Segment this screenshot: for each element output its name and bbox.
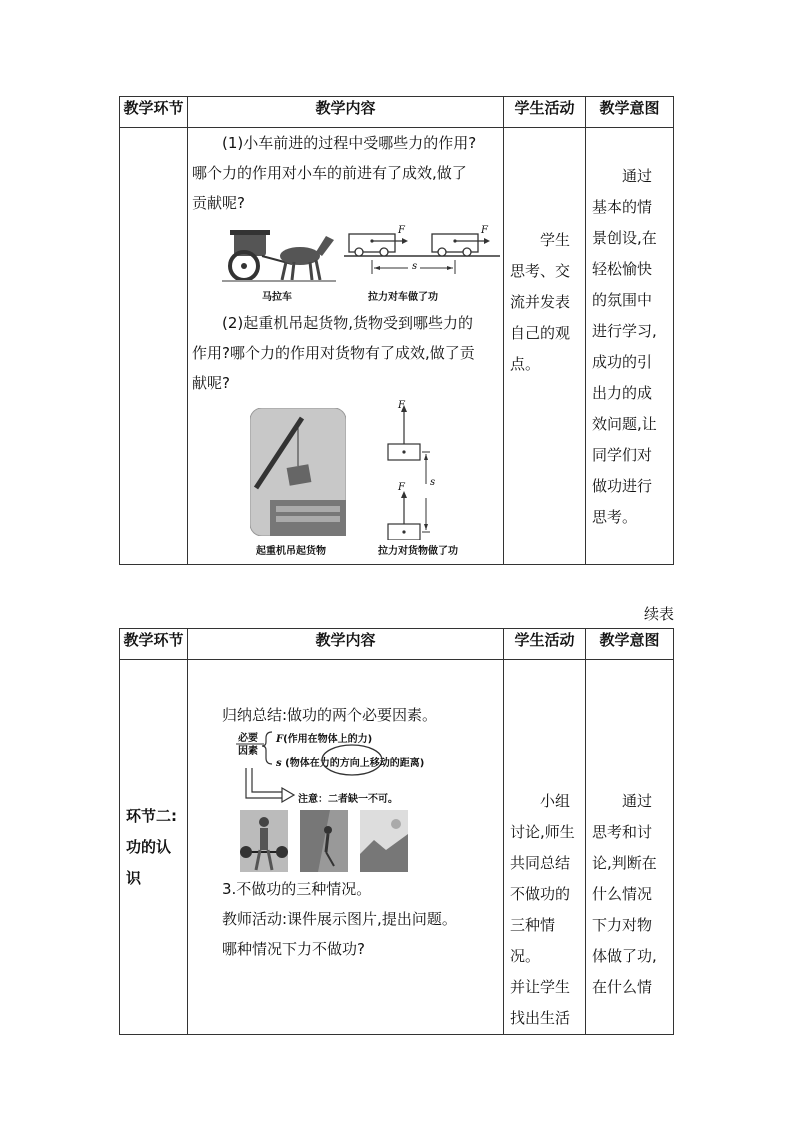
intent-text: 通过 思考和讨 论,判断在 什么情况 下力对物 体做了功, 在什么情: [592, 792, 657, 996]
q1-line-2: 哪个力的作用对小车的前进有了成效,做了: [192, 164, 467, 182]
table-header-row: [120, 629, 674, 660]
intent-text: 通过 基本的情 景创设,在 轻松愉快 的氛围中 进行学习, 成功的引 出力的成 效问题,让 同学们对 做功进行 思考。: [592, 167, 657, 526]
horse-cart-illustration: [222, 230, 336, 281]
content-cell: [188, 128, 504, 565]
q2-line-3: 献呢?: [192, 374, 230, 392]
factor-distance-symbol: s: [276, 758, 282, 769]
factor-force-text: (作用在物体上的力): [283, 734, 373, 745]
header-content: 教学内容: [188, 97, 504, 128]
factors-note: 注意：二者缺一不可。: [298, 794, 398, 805]
student-activity-cell: [504, 660, 586, 1035]
header-content: 教学内容: [188, 629, 504, 660]
cargo-work-caption: 拉力对货物做了功: [378, 546, 458, 557]
stage-cell: [120, 660, 188, 1035]
cargo-force-diagram: [384, 400, 454, 540]
no-work-heading: 3.不做功的三种情况。: [222, 880, 372, 898]
factor-force: [276, 730, 372, 745]
q1-line-1: (1)小车前进的过程中受哪些力的作用?: [222, 134, 477, 152]
header-student-activity: 学生活动: [504, 97, 586, 128]
cargo-distance-label: s: [430, 477, 436, 488]
cargo-force-label-bottom: F: [398, 482, 405, 493]
lesson-table-2: [119, 628, 674, 1035]
crane-caption: 起重机吊起货物: [256, 546, 326, 557]
factor-distance: [276, 754, 424, 769]
weightlifter-photo: [240, 810, 288, 872]
factor-distance-text: (物体在力的方向上移动的距离): [285, 758, 425, 769]
header-student-activity: 学生活动: [504, 629, 586, 660]
stage-text: 环节二: 功的认 识: [126, 806, 177, 887]
cart1-force-label: F: [398, 225, 405, 236]
header-intent: 教学意图: [586, 97, 674, 128]
factor-force-symbol: F: [276, 734, 284, 745]
climber-photo: [300, 810, 348, 872]
cargo-force-label-top: F: [398, 400, 405, 411]
header-stage: 教学环节: [120, 629, 188, 660]
student-activity-text: 学生 思考、交 流并发表 自己的观 点。: [510, 231, 571, 373]
q2-line-2: 作用?哪个力的作用对货物有了成效,做了贡: [192, 344, 475, 362]
table-row: [120, 660, 674, 1035]
intent-cell: [586, 660, 674, 1035]
table-header-row: [120, 97, 674, 128]
summary-text: 归纳总结:做功的两个必要因素。: [222, 706, 438, 724]
header-intent: 教学意图: [586, 629, 674, 660]
continued-label: 续表: [643, 605, 674, 623]
q1-line-3: 贡献呢?: [192, 194, 245, 212]
question-text: 哪种情况下力不做功?: [222, 940, 365, 958]
header-stage: 教学环节: [120, 97, 188, 128]
student-activity-cell: [504, 128, 586, 565]
table-row: [120, 128, 674, 565]
crane-photo: [250, 408, 346, 536]
cart-distance-label: s: [412, 261, 418, 272]
intent-cell: [586, 128, 674, 565]
cart-force-diagram: [344, 234, 500, 274]
cart-work-caption: 拉力对车做了功: [368, 292, 438, 303]
factors-label: 必要 因素: [238, 733, 258, 757]
lesson-table-1: [119, 96, 674, 565]
cart2-force-label: F: [481, 225, 488, 236]
horse-cart-caption: 马拉车: [262, 292, 292, 303]
stage-cell: [120, 128, 188, 565]
content-cell: [188, 660, 504, 1035]
teacher-activity-text: 教师活动:课件展示图片,提出问题。: [222, 910, 457, 928]
q2-line-1: (2)起重机吊起货物,货物受到哪些力的: [222, 314, 474, 332]
student-activity-text: 小组 讨论,师生 共同总结 不做功的 三种情况。 并让学生 找出生活: [510, 792, 575, 1027]
landscape-photo: [360, 810, 408, 872]
